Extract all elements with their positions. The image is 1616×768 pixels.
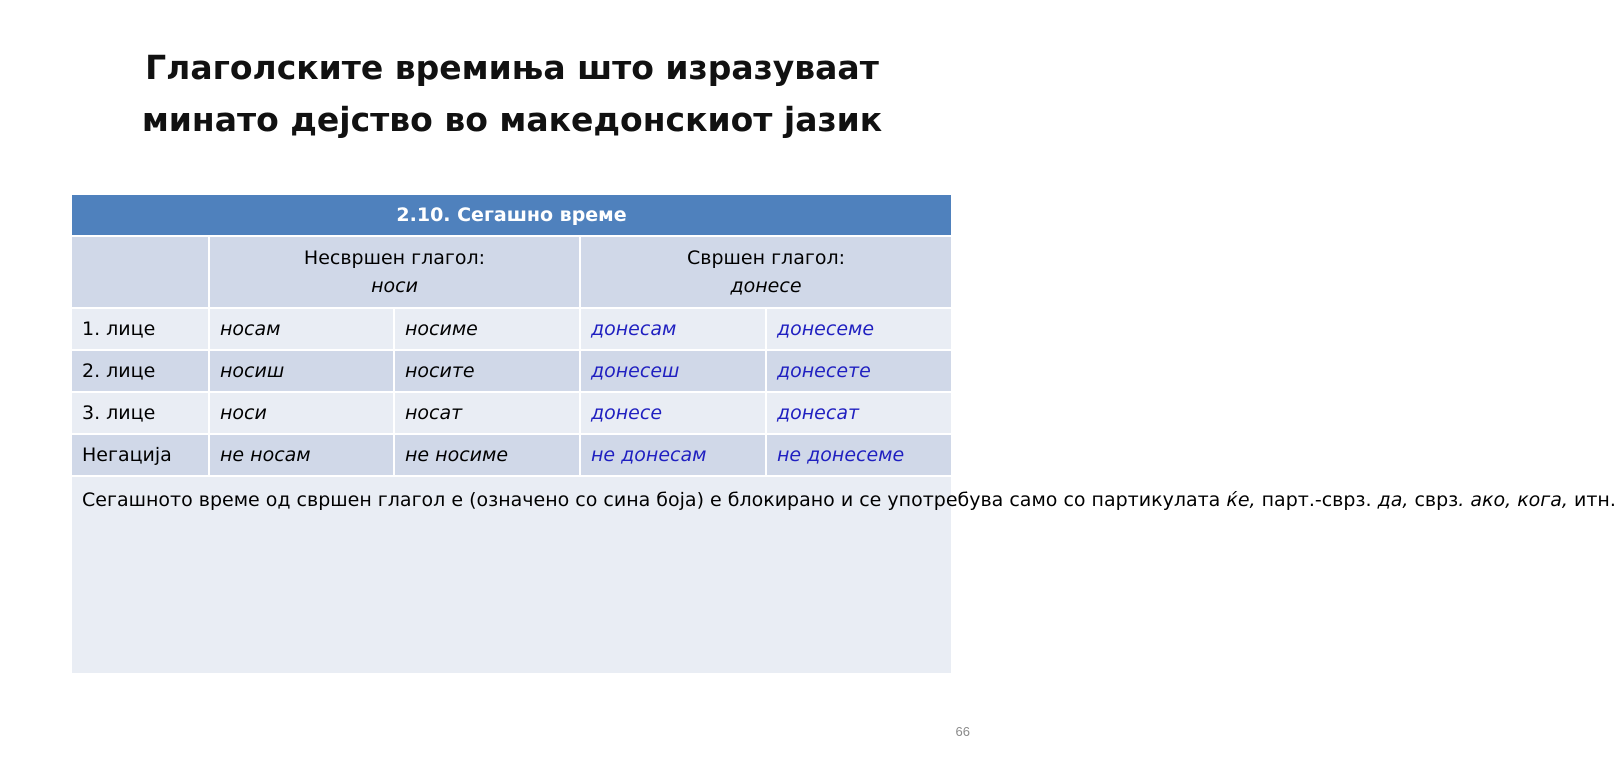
table-row — [71, 434, 952, 476]
perfective-singular: донесе — [580, 392, 766, 434]
perfective-verb: донесе — [730, 275, 802, 297]
imperfective-singular: носи — [209, 392, 394, 434]
imperfective-singular: носиш — [209, 350, 394, 392]
table-header-row — [71, 194, 952, 236]
imperfective-plural: не носиме — [394, 434, 580, 476]
table-header: 2.10. Сегашно време — [71, 194, 952, 236]
imperfective-plural: носите — [394, 350, 580, 392]
note-text: парт.-сврз. — [1255, 489, 1378, 511]
imperfective-plural: носиме — [394, 308, 580, 350]
person-label: 2. лице — [71, 350, 209, 392]
imperfective-header-cell — [209, 236, 580, 308]
person-label: 3. лице — [71, 392, 209, 434]
imperfective-plural: носат — [394, 392, 580, 434]
note-text: сврз — [1408, 489, 1459, 511]
person-label: 1. лице — [71, 308, 209, 350]
note-text: итн. — [1567, 489, 1616, 511]
table-row — [71, 350, 952, 392]
perfective-singular: не донесам — [580, 434, 766, 476]
note-conjunctions: . ако, кога, — [1458, 489, 1568, 511]
perfective-singular: донесеш — [580, 350, 766, 392]
perfective-plural: донесете — [766, 350, 952, 392]
table-row — [71, 392, 952, 434]
perfective-plural: донесеме — [766, 308, 952, 350]
imperfective-verb: носи — [371, 275, 418, 297]
imperfective-singular: не носам — [209, 434, 394, 476]
slide-title-line-1: Глаголските времиња што изразуваат — [145, 48, 879, 87]
slide-title — [0, 42, 1024, 146]
person-label: Негација — [71, 434, 209, 476]
perfective-singular: донесам — [580, 308, 766, 350]
table-row — [71, 308, 952, 350]
perfective-label: Свршен глагол: — [687, 247, 845, 269]
page-number: 66 — [955, 724, 970, 739]
perfective-header-cell — [580, 236, 952, 308]
empty-header-cell — [71, 236, 209, 308]
verb-aspect-row — [71, 236, 952, 308]
slide-title-line-2: минато дејство во македонскиот јазик — [141, 100, 883, 139]
note-cell — [71, 476, 1616, 674]
note-particle-da: да, — [1377, 489, 1409, 511]
perfective-plural: не донесеме — [766, 434, 952, 476]
perfective-plural: донесат — [766, 392, 952, 434]
note-text: Сегашното време од свршен глагол е (означено со сина боја) е блокирано и се употребува само со партикулата — [82, 489, 1227, 511]
present-tense-table — [70, 193, 1616, 675]
imperfective-singular: носам — [209, 308, 394, 350]
imperfective-label: Несвршен глагол: — [303, 247, 486, 269]
note-row — [71, 476, 952, 674]
note-particle-ke: ќе, — [1226, 489, 1256, 511]
